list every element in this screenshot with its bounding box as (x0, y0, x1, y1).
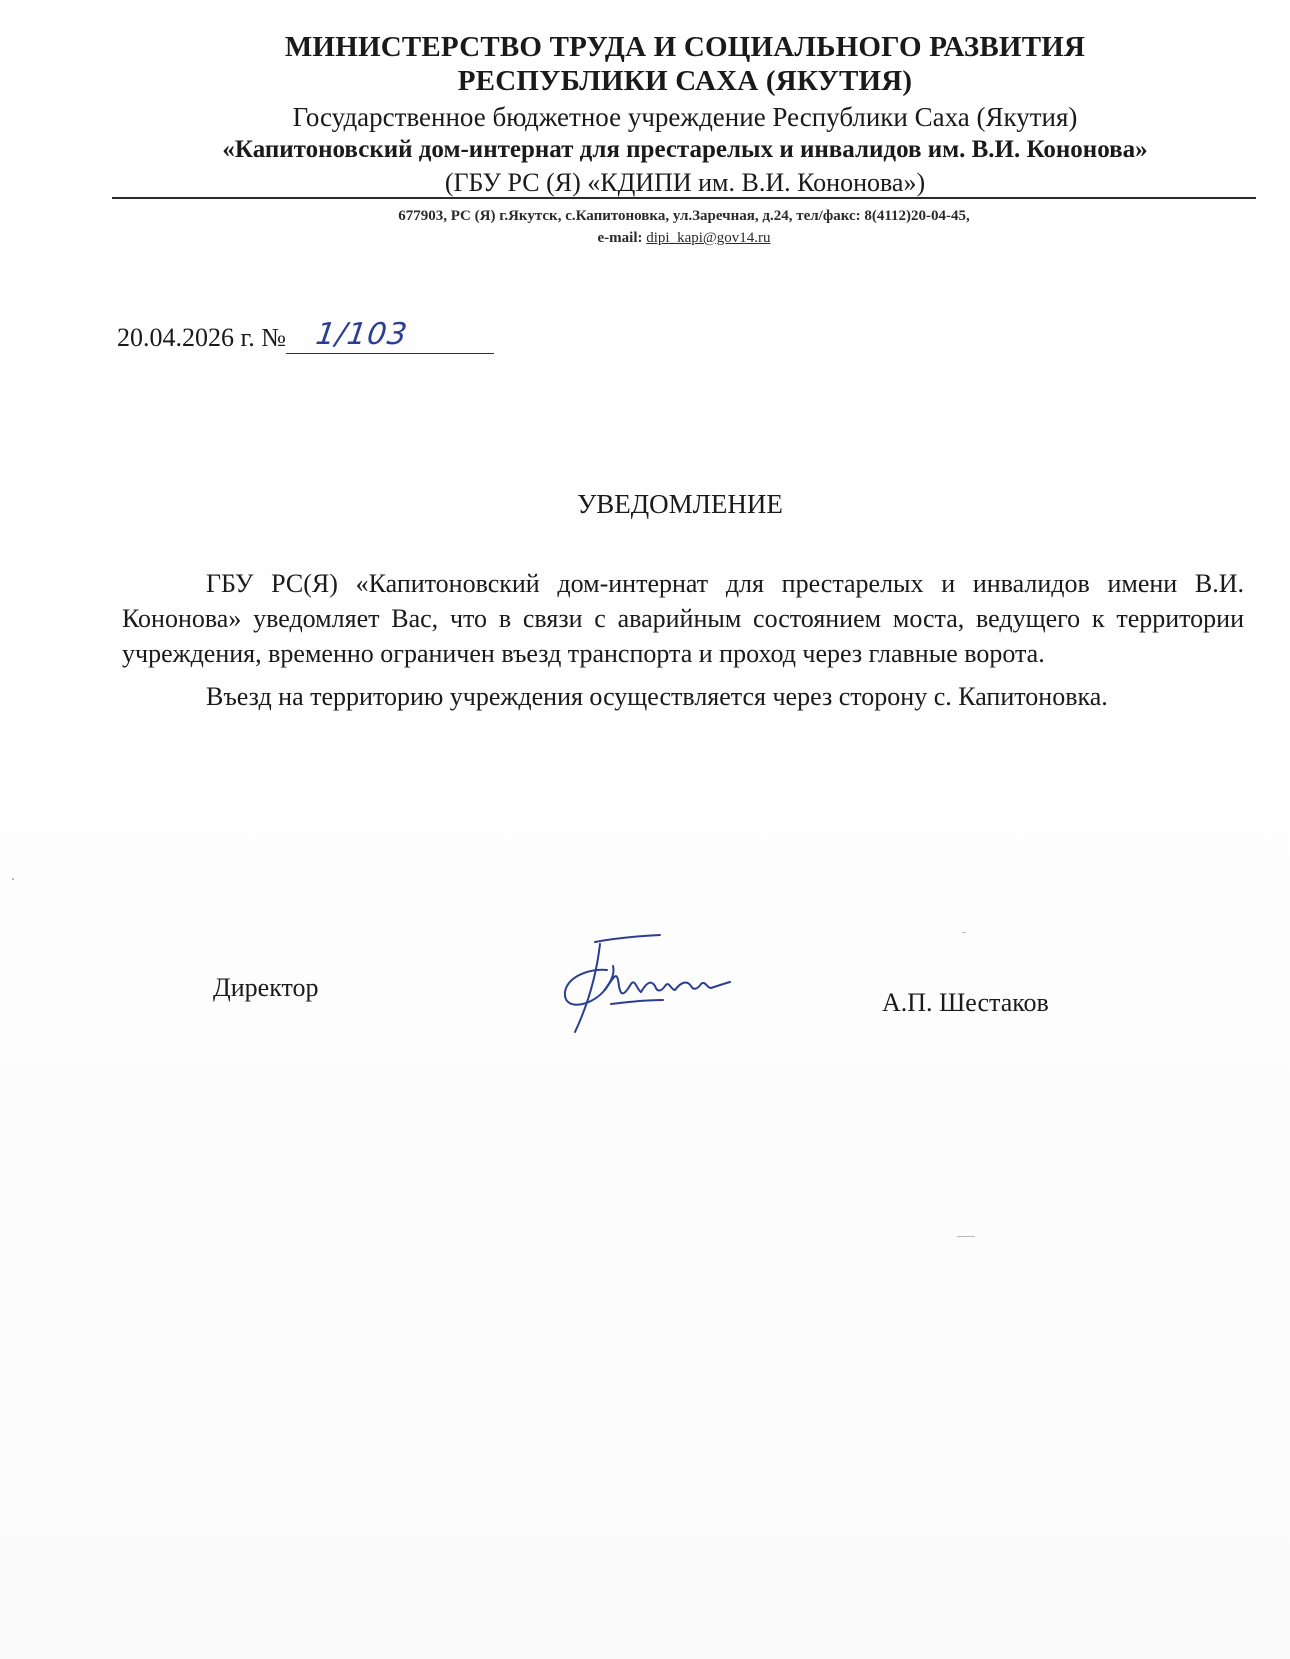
scan-speck (12, 878, 14, 880)
email-label: e-mail: (597, 230, 647, 246)
letterhead (110, 30, 1260, 200)
letterhead-contacts (112, 205, 1256, 249)
document-title: УВЕДОМЛЕНИЕ (577, 489, 783, 519)
scan-speck (957, 1236, 975, 1237)
document-date: 20.04.2026 г. № (117, 323, 287, 352)
document-body (122, 566, 1244, 714)
institution-short-name: (ГБУ РС (Я) «КДИПИ им. В.И. Кононова») (444, 168, 926, 197)
signature-icon (545, 930, 745, 1040)
body-paragraph-1: ГБУ РС(Я) «Капитоновский дом-интернат для престарелых и инвалидов имени В.И. Кононова» уведомляет Вас, что в связи с аварийным состоянием моста, ведущего к территории учреждения, временно ограничен въезд транспорта и проход через главные ворота. (122, 569, 1244, 668)
document-number-field (286, 317, 494, 354)
address-line: 677903, РС (Я) г.Якутск, с.Капитоновка, ул.Заречная, д.24, тел/факс: 8(4112)20-04-45, (398, 208, 970, 224)
email-link[interactable]: dipi_kapi@gov14.ru (646, 230, 771, 246)
signatory-position: Директор (213, 973, 319, 1002)
body-paragraph-2: Въезд на территорию учреждения осуществляется через сторону с. Капитоновка. (206, 682, 1108, 711)
scan-speck (962, 932, 966, 933)
letterhead-divider (112, 197, 1256, 199)
document-number-handwritten: 1/103 (313, 317, 411, 352)
institution-type: Государственное бюджетное учреждение Республики Саха (Якутия) (292, 102, 1078, 132)
ministry-name-line2: РЕСПУБЛИКИ САХА (ЯКУТИЯ) (457, 65, 913, 97)
document-reference (117, 317, 494, 354)
ministry-name-line1: МИНИСТЕРСТВО ТРУДА И СОЦИАЛЬНОГО РАЗВИТИЯ (284, 31, 1086, 63)
email-line (112, 227, 1256, 249)
signatory-name: А.П. Шестаков (882, 988, 1049, 1017)
institution-name: «Капитоновский дом-интернат для престарелых и инвалидов им. В.И. Кононова» (222, 136, 1148, 163)
